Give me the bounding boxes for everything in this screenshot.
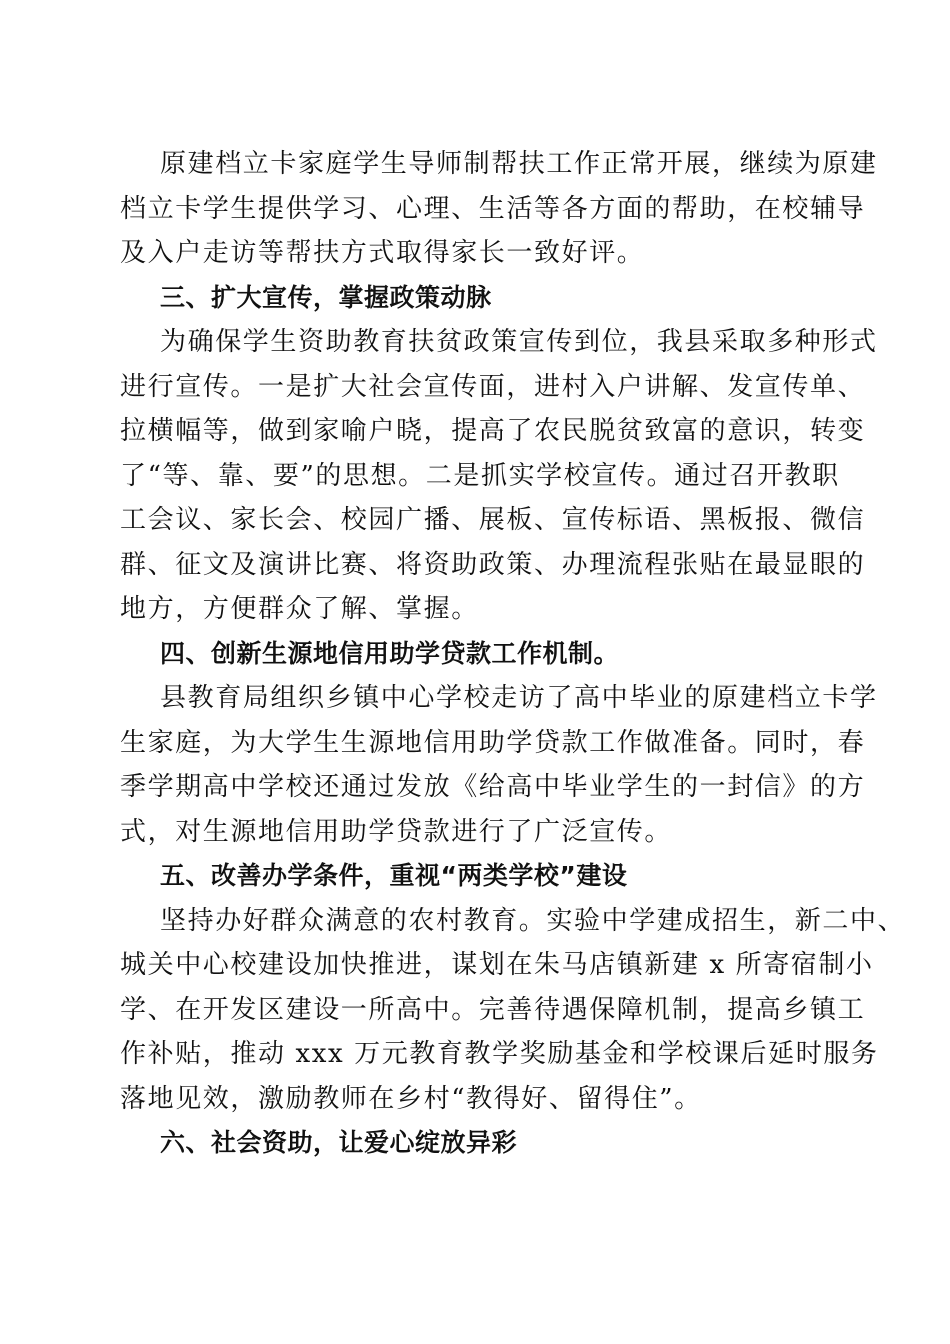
paragraph-line: 作补贴，推动 xxx 万元教育教学奖励基金和学校课后延时服务 [120,1039,879,1069]
paragraph-line: 群、征文及演讲比赛、将资助政策、办理流程张贴在最显眼的 [120,549,866,580]
paragraph-line: 生家庭，为大学生生源地信用助学贷款工作做准备。同时，春 [120,727,866,758]
paragraph-line: 坚持办好群众满意的农村教育。实验中学建成招生，新二中、 [160,905,906,936]
paragraph-line: 季学期高中学校还通过发放《给高中毕业学生的一封信》的方 [120,772,866,802]
paragraph-line: 为确保学生资助教育扶贫政策宣传到位，我县采取多种形式 [160,327,878,357]
paragraph-line: 拉横幅等，做到家喻户晓，提高了农民脱贫致富的意识，转变 [120,416,866,446]
section-heading-4: 四、创新生源地信用助学贷款工作机制。 [160,638,620,668]
paragraph-line: 落地见效，激励教师在乡村“教得好、留得住”。 [120,1083,702,1114]
paragraph-line: 学、在开发区建设一所高中。完善待遇保障机制，提高乡镇工 [120,994,866,1025]
paragraph-line: 式，对生源地信用助学贷款进行了广泛宣传。 [120,816,673,847]
paragraph-line: 及入户走访等帮扶方式取得家长一致好评。 [120,238,645,268]
section-heading-6: 六、社会资助，让爱心绽放异彩 [160,1128,518,1157]
document-body [120,142,906,1166]
paragraph-line: 工会议、家长会、校园广播、展板、宣传标语、黑板报、微信 [120,505,866,535]
section-heading-5: 五、改善办学条件，重视“两类学校”建设 [160,861,628,890]
paragraph-line: 了“等、靠、要”的思想。二是抓实学校宣传。通过召开教职 [120,460,840,491]
section-heading-3: 三、扩大宣传，掌握政策动脉 [160,282,492,312]
paragraph-line: 档立卡学生提供学习、心理、生活等各方面的帮助，在校辅导 [120,193,866,224]
paragraph-line: 地方，方便群众了解、掌握。 [120,594,479,624]
paragraph-line: 进行宣传。一是扩大社会宣传面，进村入户讲解、发宣传单、 [120,371,866,402]
paragraph-line: 原建档立卡家庭学生导师制帮扶工作正常开展，继续为原建 [160,149,878,179]
paragraph-line: 城关中心校建设加快推进，谋划在朱马店镇新建 x 所寄宿制小 [120,950,874,980]
paragraph-line: 县教育局组织乡镇中心学校走访了高中毕业的原建档立卡学 [160,683,878,713]
